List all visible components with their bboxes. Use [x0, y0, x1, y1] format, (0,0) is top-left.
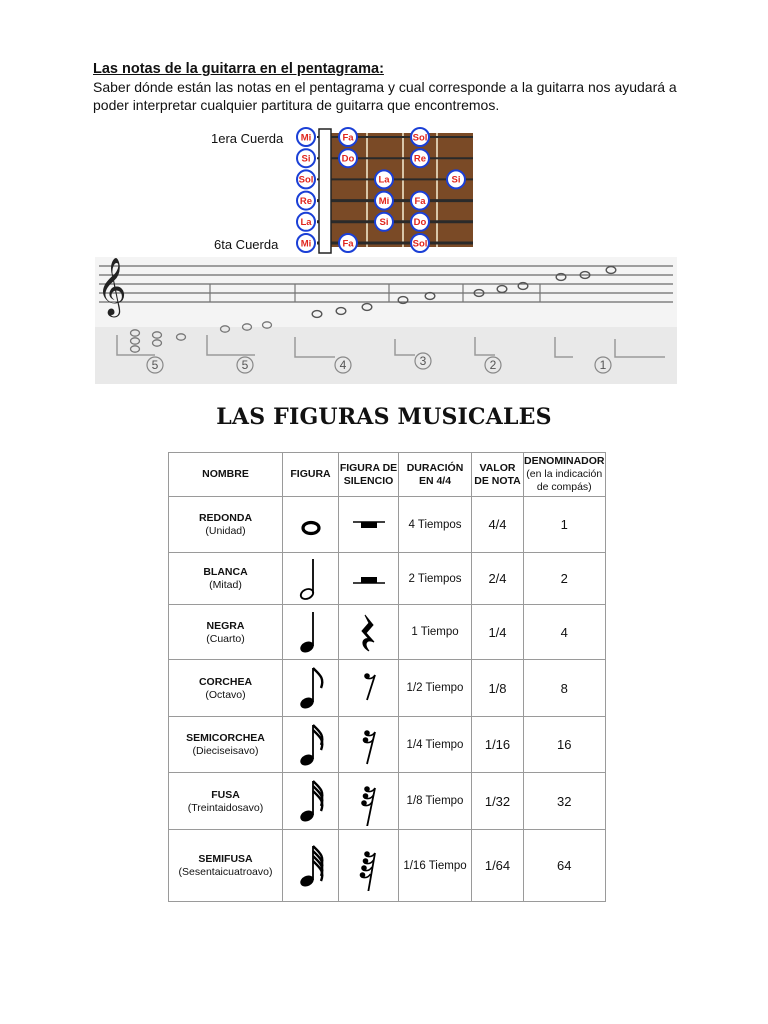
cell-denominador: 2 — [524, 553, 606, 605]
note-label: La — [300, 217, 312, 229]
header-duracion: DURACIÓN EN 4/4 — [399, 453, 472, 497]
note-label: Re — [299, 195, 313, 207]
cell-duracion: 1/4 Tiempo — [399, 717, 472, 773]
cell-silencio — [339, 717, 399, 773]
cell-silencio — [339, 553, 399, 605]
table-row — [169, 660, 606, 717]
figura-subtitulo: (Octavo) — [205, 688, 246, 701]
note-label: Mi — [300, 132, 312, 144]
cell-figura — [283, 830, 339, 902]
cell-valor: 1/4 — [472, 605, 524, 660]
cell-silencio — [339, 773, 399, 830]
cell-denominador: 4 — [524, 605, 606, 660]
note-marker — [297, 128, 315, 146]
cell-denominador: 32 — [524, 773, 606, 830]
cell-figura — [283, 660, 339, 717]
table-row — [169, 717, 606, 773]
cell-figura — [283, 553, 339, 605]
note-marker — [411, 234, 429, 252]
figura-nombre: BLANCA — [203, 566, 248, 578]
cell-silencio — [339, 660, 399, 717]
note-label: La — [378, 174, 390, 186]
cell-valor: 1/64 — [472, 830, 524, 902]
cell-duracion: 1/8 Tiempo — [399, 773, 472, 830]
note-marker — [411, 149, 429, 167]
note-label: Fa — [342, 238, 354, 250]
table-row — [169, 497, 606, 553]
note-symbol-icon — [291, 663, 331, 713]
note-symbol-icon — [291, 720, 331, 770]
note-marker — [297, 149, 315, 167]
cell-nombre — [169, 660, 283, 717]
lower-shadow — [95, 327, 677, 384]
figuras-table — [168, 452, 606, 902]
header-denominador — [524, 453, 606, 497]
table-row — [169, 830, 606, 902]
table-row — [169, 553, 606, 605]
note-label: Sol — [298, 174, 314, 186]
cell-silencio — [339, 497, 399, 553]
header-figura: FIGURA — [283, 453, 339, 497]
note-label: Si — [451, 174, 461, 186]
cell-silencio — [339, 605, 399, 660]
note-marker — [339, 149, 357, 167]
cell-valor: 2/4 — [472, 553, 524, 605]
string-number: 3 — [419, 354, 427, 368]
note-marker — [339, 128, 357, 146]
note-symbol-icon — [291, 500, 331, 550]
note-marker — [411, 128, 429, 146]
cell-valor: 1/32 — [472, 773, 524, 830]
cell-duracion: 1/16 Tiempo — [399, 830, 472, 902]
figura-nombre: SEMIFUSA — [198, 853, 253, 865]
cell-valor: 1/8 — [472, 660, 524, 717]
cell-nombre — [169, 717, 283, 773]
figura-nombre: REDONDA — [198, 512, 253, 524]
table-header-row — [169, 453, 606, 497]
cell-figura — [283, 497, 339, 553]
section-heading: Las notas de la guitarra en el pentagrama: — [93, 61, 384, 77]
note-marker — [297, 213, 315, 231]
note-marker — [447, 170, 465, 188]
note-marker — [375, 170, 393, 188]
intro-paragraph: Saber dónde están las notas en el pentagrama y cual corresponde a la guitarra nos ayudará a poder interpretar cualquier partitura de guitarra que encontremos. — [93, 79, 677, 113]
cell-denominador: 8 — [524, 660, 606, 717]
figura-subtitulo: (Sesentaicuatroavo) — [178, 866, 273, 878]
note-label: Si — [379, 217, 389, 229]
cell-figura — [283, 717, 339, 773]
cell-denominador: 16 — [524, 717, 606, 773]
cell-nombre — [169, 830, 283, 902]
string-number: 5 — [151, 358, 159, 372]
rest-symbol-icon — [349, 841, 389, 891]
header-valor: VALOR DE NOTA — [472, 453, 524, 497]
figura-subtitulo: (Mitad) — [209, 579, 242, 591]
treble-clef: 𝄞 — [97, 257, 127, 315]
string-number: 1 — [599, 358, 607, 372]
note-marker — [375, 213, 393, 231]
cell-nombre — [169, 605, 283, 660]
table-row — [169, 773, 606, 830]
figura-nombre: NEGRA — [206, 619, 245, 632]
rest-symbol-icon — [349, 776, 389, 826]
cell-denominador: 64 — [524, 830, 606, 902]
cell-figura — [283, 605, 339, 660]
table-row — [169, 605, 606, 660]
figura-subtitulo: (Dieciseisavo) — [192, 745, 259, 757]
rest-symbol-icon — [349, 554, 389, 604]
note-marker — [297, 234, 315, 252]
rest-symbol-icon — [349, 720, 389, 770]
note-label: Mi — [378, 195, 390, 207]
figura-subtitulo: (Unidad) — [205, 525, 246, 537]
sixth-string-label: 6ta Cuerda — [214, 237, 279, 252]
note-symbol-icon — [291, 554, 331, 604]
guitar-nut — [319, 129, 331, 253]
string-number: 2 — [489, 358, 497, 372]
cell-silencio — [339, 830, 399, 902]
cell-denominador: 1 — [524, 497, 606, 553]
rest-symbol-icon — [349, 607, 389, 657]
note-marker — [411, 213, 429, 231]
note-marker — [375, 192, 393, 210]
note-marker — [411, 192, 429, 210]
cell-nombre — [169, 773, 283, 830]
cell-duracion: 1 Tiempo — [399, 605, 472, 660]
note-symbol-icon — [291, 776, 331, 826]
cell-figura — [283, 773, 339, 830]
note-symbol-icon — [291, 841, 331, 891]
string-number: 4 — [339, 358, 347, 372]
figura-nombre: SEMICORCHEA — [186, 732, 265, 744]
staff-photo-strip — [95, 257, 677, 384]
cell-duracion: 2 Tiempos — [399, 553, 472, 605]
figura-nombre: FUSA — [211, 788, 240, 801]
string-number: 5 — [241, 358, 249, 372]
note-label: Sol — [412, 238, 428, 250]
header-denominador-label: DENOMINADOR — [524, 455, 605, 467]
note-label: Do — [341, 153, 355, 165]
note-label: Re — [413, 153, 427, 165]
note-symbol-icon — [291, 607, 331, 657]
figura-subtitulo: (Treintaidosavo) — [187, 801, 264, 814]
cell-valor: 4/4 — [472, 497, 524, 553]
note-marker — [297, 170, 315, 188]
note-label: Mi — [300, 238, 312, 250]
first-string-label: 1era Cuerda — [211, 131, 284, 146]
cell-valor: 1/16 — [472, 717, 524, 773]
cell-nombre — [169, 553, 283, 605]
guitar-fretboard-diagram — [295, 127, 477, 255]
note-marker — [297, 192, 315, 210]
header-denominador-note: (en la indicación de compás) — [526, 468, 603, 493]
note-label: Do — [413, 217, 427, 229]
cell-duracion: 4 Tiempos — [399, 497, 472, 553]
header-nombre: NOMBRE — [169, 453, 283, 497]
note-label: Sol — [412, 132, 428, 144]
rest-symbol-icon — [349, 663, 389, 713]
note-marker — [339, 234, 357, 252]
figuras-title: LAS FIGURAS MUSICALES — [216, 404, 552, 430]
figura-nombre: CORCHEA — [198, 675, 253, 688]
header-silencio: FIGURA DE SILENCIO — [339, 453, 399, 497]
cell-duracion: 1/2 Tiempo — [399, 660, 472, 717]
note-label: Fa — [414, 195, 426, 207]
note-label: Si — [301, 153, 311, 165]
figura-subtitulo: (Cuarto) — [206, 632, 245, 645]
rest-symbol-icon — [349, 500, 389, 550]
cell-nombre — [169, 497, 283, 553]
note-label: Fa — [342, 132, 354, 144]
